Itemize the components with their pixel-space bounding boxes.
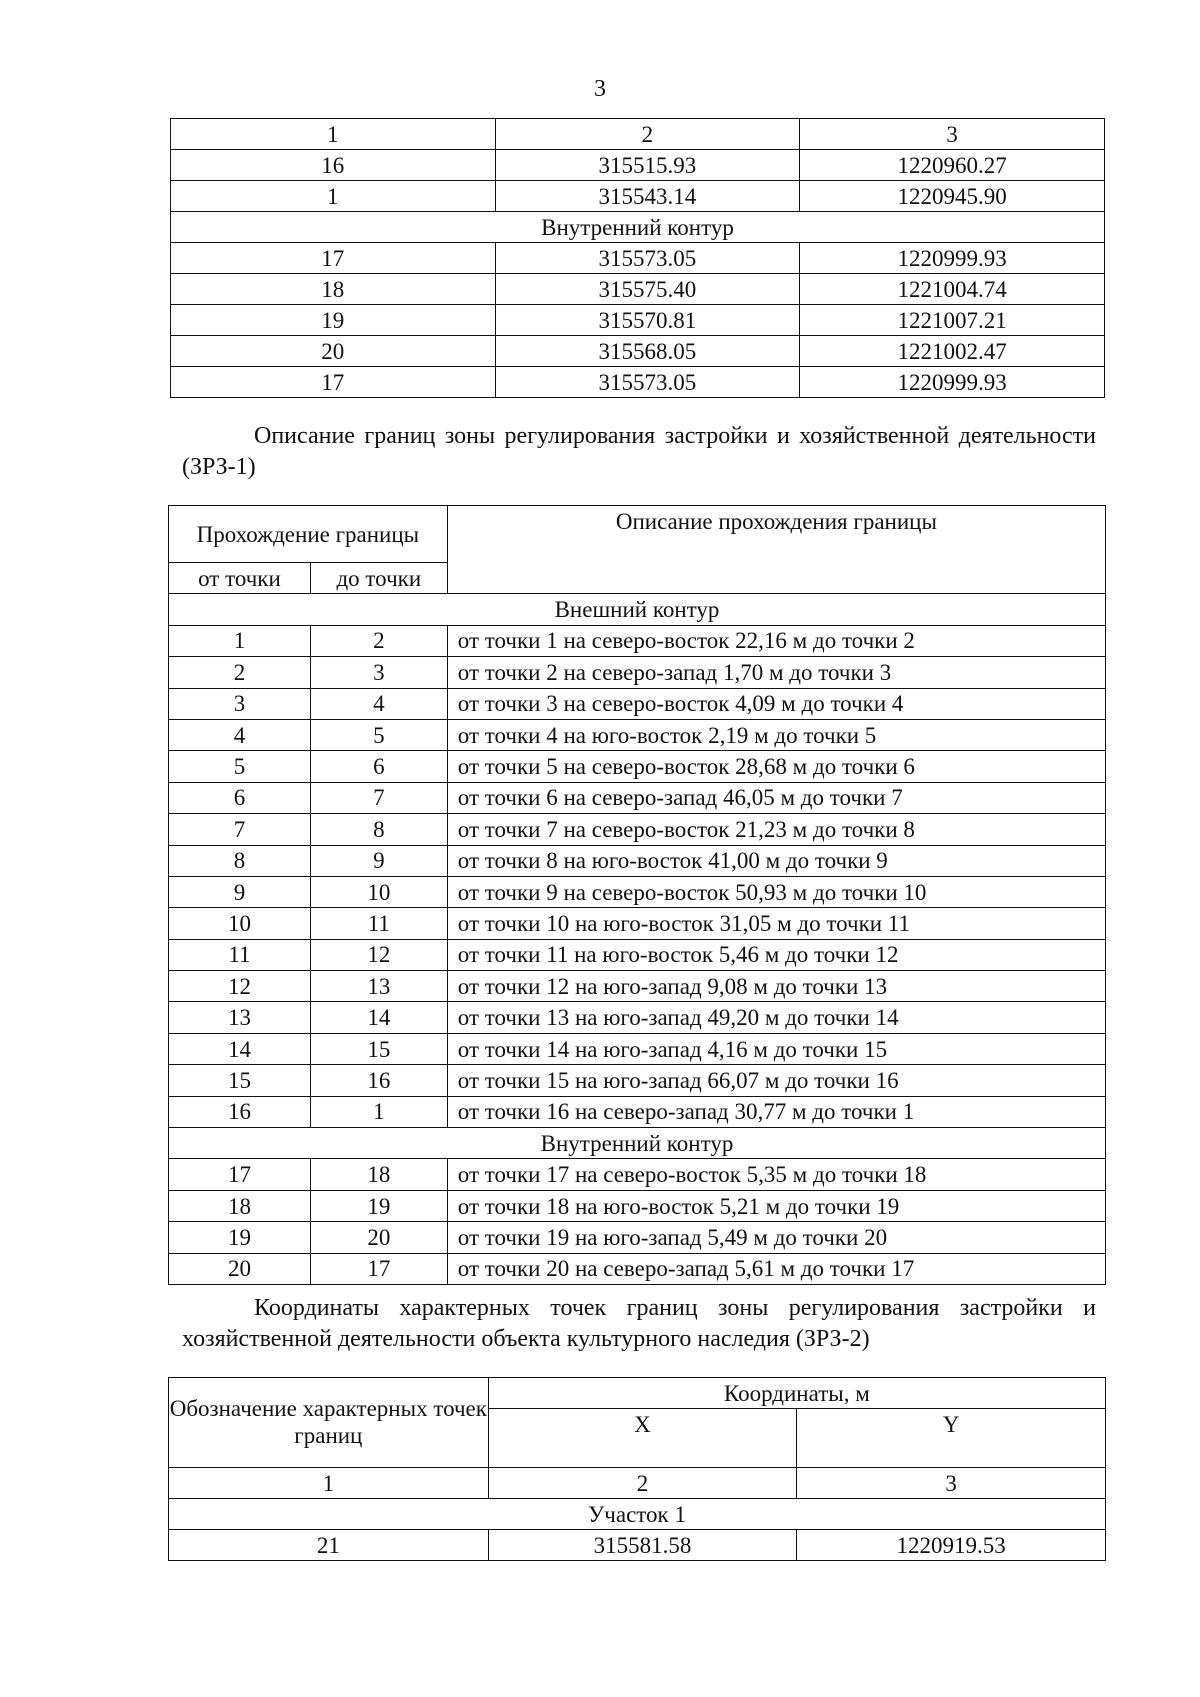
table-cell: 8 (169, 845, 311, 876)
table-row (169, 1002, 1106, 1033)
section-row (169, 1499, 1106, 1530)
zrz1-description-heading: Описание границ зоны регулирования застройки и хозяйственной деятельности (ЗРЗ-1) (182, 423, 1096, 481)
table-cell: от точки 16 на северо-запад 30,77 м до точки 1 (447, 1096, 1105, 1127)
table-cell: от точки 10 на юго-восток 31,05 м до точки 11 (447, 908, 1105, 939)
table-cell: 2 (488, 1468, 797, 1499)
table-cell: 4 (310, 688, 447, 719)
table-cell: 1 (171, 119, 496, 150)
table-row (171, 367, 1105, 398)
boundary-description-table (168, 505, 1106, 1285)
table-cell: 9 (310, 845, 447, 876)
table-cell: 13 (169, 1002, 311, 1033)
table-row (169, 1530, 1106, 1561)
table-row (169, 688, 1106, 719)
section-row (169, 594, 1106, 625)
table-row (171, 119, 1105, 150)
section-row (171, 212, 1105, 243)
table-cell: 1221007.21 (800, 305, 1105, 336)
table-row (171, 274, 1105, 305)
table-cell: 12 (169, 971, 311, 1002)
table-cell: 7 (169, 814, 311, 845)
table-cell: от точки 3 на северо-восток 4,09 м до точки 4 (447, 688, 1105, 719)
table-cell: от точки 2 на северо-запад 1,70 м до точки 3 (447, 657, 1105, 688)
table-cell: 12 (310, 939, 447, 970)
table-cell: 1220960.27 (800, 150, 1105, 181)
table-row (169, 1065, 1106, 1096)
header-passage: Прохождение границы (169, 506, 448, 563)
table-cell: 2 (495, 119, 800, 150)
table-cell: 18 (169, 1190, 311, 1221)
table-cell: 1 (169, 625, 311, 656)
header-y: Y (797, 1409, 1106, 1468)
table-cell: 19 (310, 1190, 447, 1221)
table-cell: 15 (310, 1033, 447, 1064)
table-cell: 1220999.93 (800, 367, 1105, 398)
section-title: Участок 1 (169, 1499, 1106, 1530)
table-cell: 2 (169, 657, 311, 688)
table-cell: 1221002.47 (800, 336, 1105, 367)
table-row (169, 719, 1106, 750)
table-cell: 17 (169, 1159, 311, 1190)
header-coordinates: Координаты, м (488, 1378, 1105, 1409)
table-cell: 19 (169, 1222, 311, 1253)
table-cell: 3 (800, 119, 1105, 150)
table-cell: 315573.05 (495, 367, 800, 398)
table-cell: 6 (310, 751, 447, 782)
table-cell: 10 (310, 876, 447, 907)
table-cell: 3 (169, 688, 311, 719)
section-title: Внутренний контур (169, 1128, 1106, 1159)
table-row (169, 782, 1106, 813)
header-from-point: от точки (169, 563, 311, 594)
table-row (169, 657, 1106, 688)
table-cell: 315568.05 (495, 336, 800, 367)
table-cell: от точки 9 на северо-восток 50,93 м до точки 10 (447, 876, 1105, 907)
table-row (171, 150, 1105, 181)
table-cell: 15 (169, 1065, 311, 1096)
table-cell: от точки 7 на северо-восток 21,23 м до точки 8 (447, 814, 1105, 845)
table-cell: 21 (169, 1530, 489, 1561)
table-cell: 20 (171, 336, 496, 367)
table-cell: 1 (171, 181, 496, 212)
header-point-designation: Обозначение характерных точек границ (169, 1378, 489, 1468)
table-cell: 3 (310, 657, 447, 688)
table-cell: 1 (169, 1468, 489, 1499)
table-cell: 1 (310, 1096, 447, 1127)
table-cell: 16 (310, 1065, 447, 1096)
table-row (169, 908, 1106, 939)
table-cell: от точки 20 на северо-запад 5,61 м до точки 17 (447, 1253, 1105, 1284)
table-cell: 3 (797, 1468, 1106, 1499)
table-cell: от точки 18 на юго-восток 5,21 м до точки 19 (447, 1190, 1105, 1221)
table-row (169, 1159, 1106, 1190)
table-row (169, 1253, 1106, 1284)
table-row (169, 876, 1106, 907)
table-row (169, 1096, 1106, 1127)
zrz2-coordinates-heading: Координаты характерных точек границ зоны регулирования застройки и хозяйственной деятельности объекта культурного наследия (ЗРЗ-2) (182, 1295, 1096, 1353)
table-cell: 20 (310, 1222, 447, 1253)
table-cell: 17 (310, 1253, 447, 1284)
table-cell: 20 (169, 1253, 311, 1284)
section-title: Внутренний контур (171, 212, 1105, 243)
table-row (169, 751, 1106, 782)
table-cell: 10 (169, 908, 311, 939)
table-cell: от точки 14 на юго-запад 4,16 м до точки 15 (447, 1033, 1105, 1064)
table-cell: 1220945.90 (800, 181, 1105, 212)
header-x: X (488, 1409, 797, 1468)
table-cell: от точки 15 на юго-запад 66,07 м до точки 16 (447, 1065, 1105, 1096)
table-cell: от точки 4 на юго-восток 2,19 м до точки 5 (447, 719, 1105, 750)
table-row (169, 971, 1106, 1002)
table-cell: 315570.81 (495, 305, 800, 336)
table-row (171, 243, 1105, 274)
table-cell: 16 (169, 1096, 311, 1127)
table-cell: 9 (169, 876, 311, 907)
table-cell: 7 (310, 782, 447, 813)
table-cell: 6 (169, 782, 311, 813)
table-cell: 1221004.74 (800, 274, 1105, 305)
table-cell: 315543.14 (495, 181, 800, 212)
coordinates-table-body (171, 119, 1105, 398)
table-cell: 16 (171, 150, 496, 181)
table-cell: от точки 5 на северо-восток 28,68 м до точки 6 (447, 751, 1105, 782)
boundary-description-body (169, 594, 1106, 1285)
table-row (169, 845, 1106, 876)
coordinates-table-continued (170, 118, 1105, 398)
table-cell: 315581.58 (488, 1530, 797, 1561)
table-row (171, 305, 1105, 336)
table-cell: 11 (169, 939, 311, 970)
table-cell: 2 (310, 625, 447, 656)
table-row (169, 939, 1106, 970)
table-row (169, 625, 1106, 656)
table-row (169, 814, 1106, 845)
table-cell: 1220919.53 (797, 1530, 1106, 1561)
table-cell: от точки 1 на северо-восток 22,16 м до точки 2 (447, 625, 1105, 656)
table-cell: от точки 17 на северо-восток 5,35 м до точки 18 (447, 1159, 1105, 1190)
table-cell: 315515.93 (495, 150, 800, 181)
table-cell: 4 (169, 719, 311, 750)
table-row (171, 336, 1105, 367)
zrz2-coordinates-table (168, 1377, 1106, 1561)
header-to-point: до точки (310, 563, 447, 594)
zrz2-coordinates-body (169, 1468, 1106, 1561)
table-cell: 17 (171, 243, 496, 274)
table-cell: 315575.40 (495, 274, 800, 305)
table-cell: 18 (310, 1159, 447, 1190)
table-cell: от точки 8 на юго-восток 41,00 м до точки 9 (447, 845, 1105, 876)
table-cell: от точки 13 на юго-запад 49,20 м до точки 14 (447, 1002, 1105, 1033)
table-cell: 8 (310, 814, 447, 845)
table-cell: 11 (310, 908, 447, 939)
table-row (169, 1033, 1106, 1064)
table-cell: 5 (169, 751, 311, 782)
table-cell: от точки 11 на юго-восток 5,46 м до точки 12 (447, 939, 1105, 970)
table-cell: 13 (310, 971, 447, 1002)
table-cell: от точки 19 на юго-запад 5,49 м до точки 20 (447, 1222, 1105, 1253)
table-cell: от точки 12 на юго-запад 9,08 м до точки 13 (447, 971, 1105, 1002)
table-cell: от точки 6 на северо-запад 46,05 м до точки 7 (447, 782, 1105, 813)
table-cell: 17 (171, 367, 496, 398)
section-title: Внешний контур (169, 594, 1106, 625)
header-description: Описание прохождения границы (447, 506, 1105, 594)
table-cell: 1220999.93 (800, 243, 1105, 274)
page-number: 3 (594, 76, 606, 102)
table-row (169, 1222, 1106, 1253)
table-row (169, 1468, 1106, 1499)
table-cell: 5 (310, 719, 447, 750)
table-row (169, 1190, 1106, 1221)
table-cell: 19 (171, 305, 496, 336)
table-cell: 14 (169, 1033, 311, 1064)
table-cell: 18 (171, 274, 496, 305)
table-row (171, 181, 1105, 212)
table-cell: 315573.05 (495, 243, 800, 274)
section-row (169, 1128, 1106, 1159)
table-cell: 14 (310, 1002, 447, 1033)
